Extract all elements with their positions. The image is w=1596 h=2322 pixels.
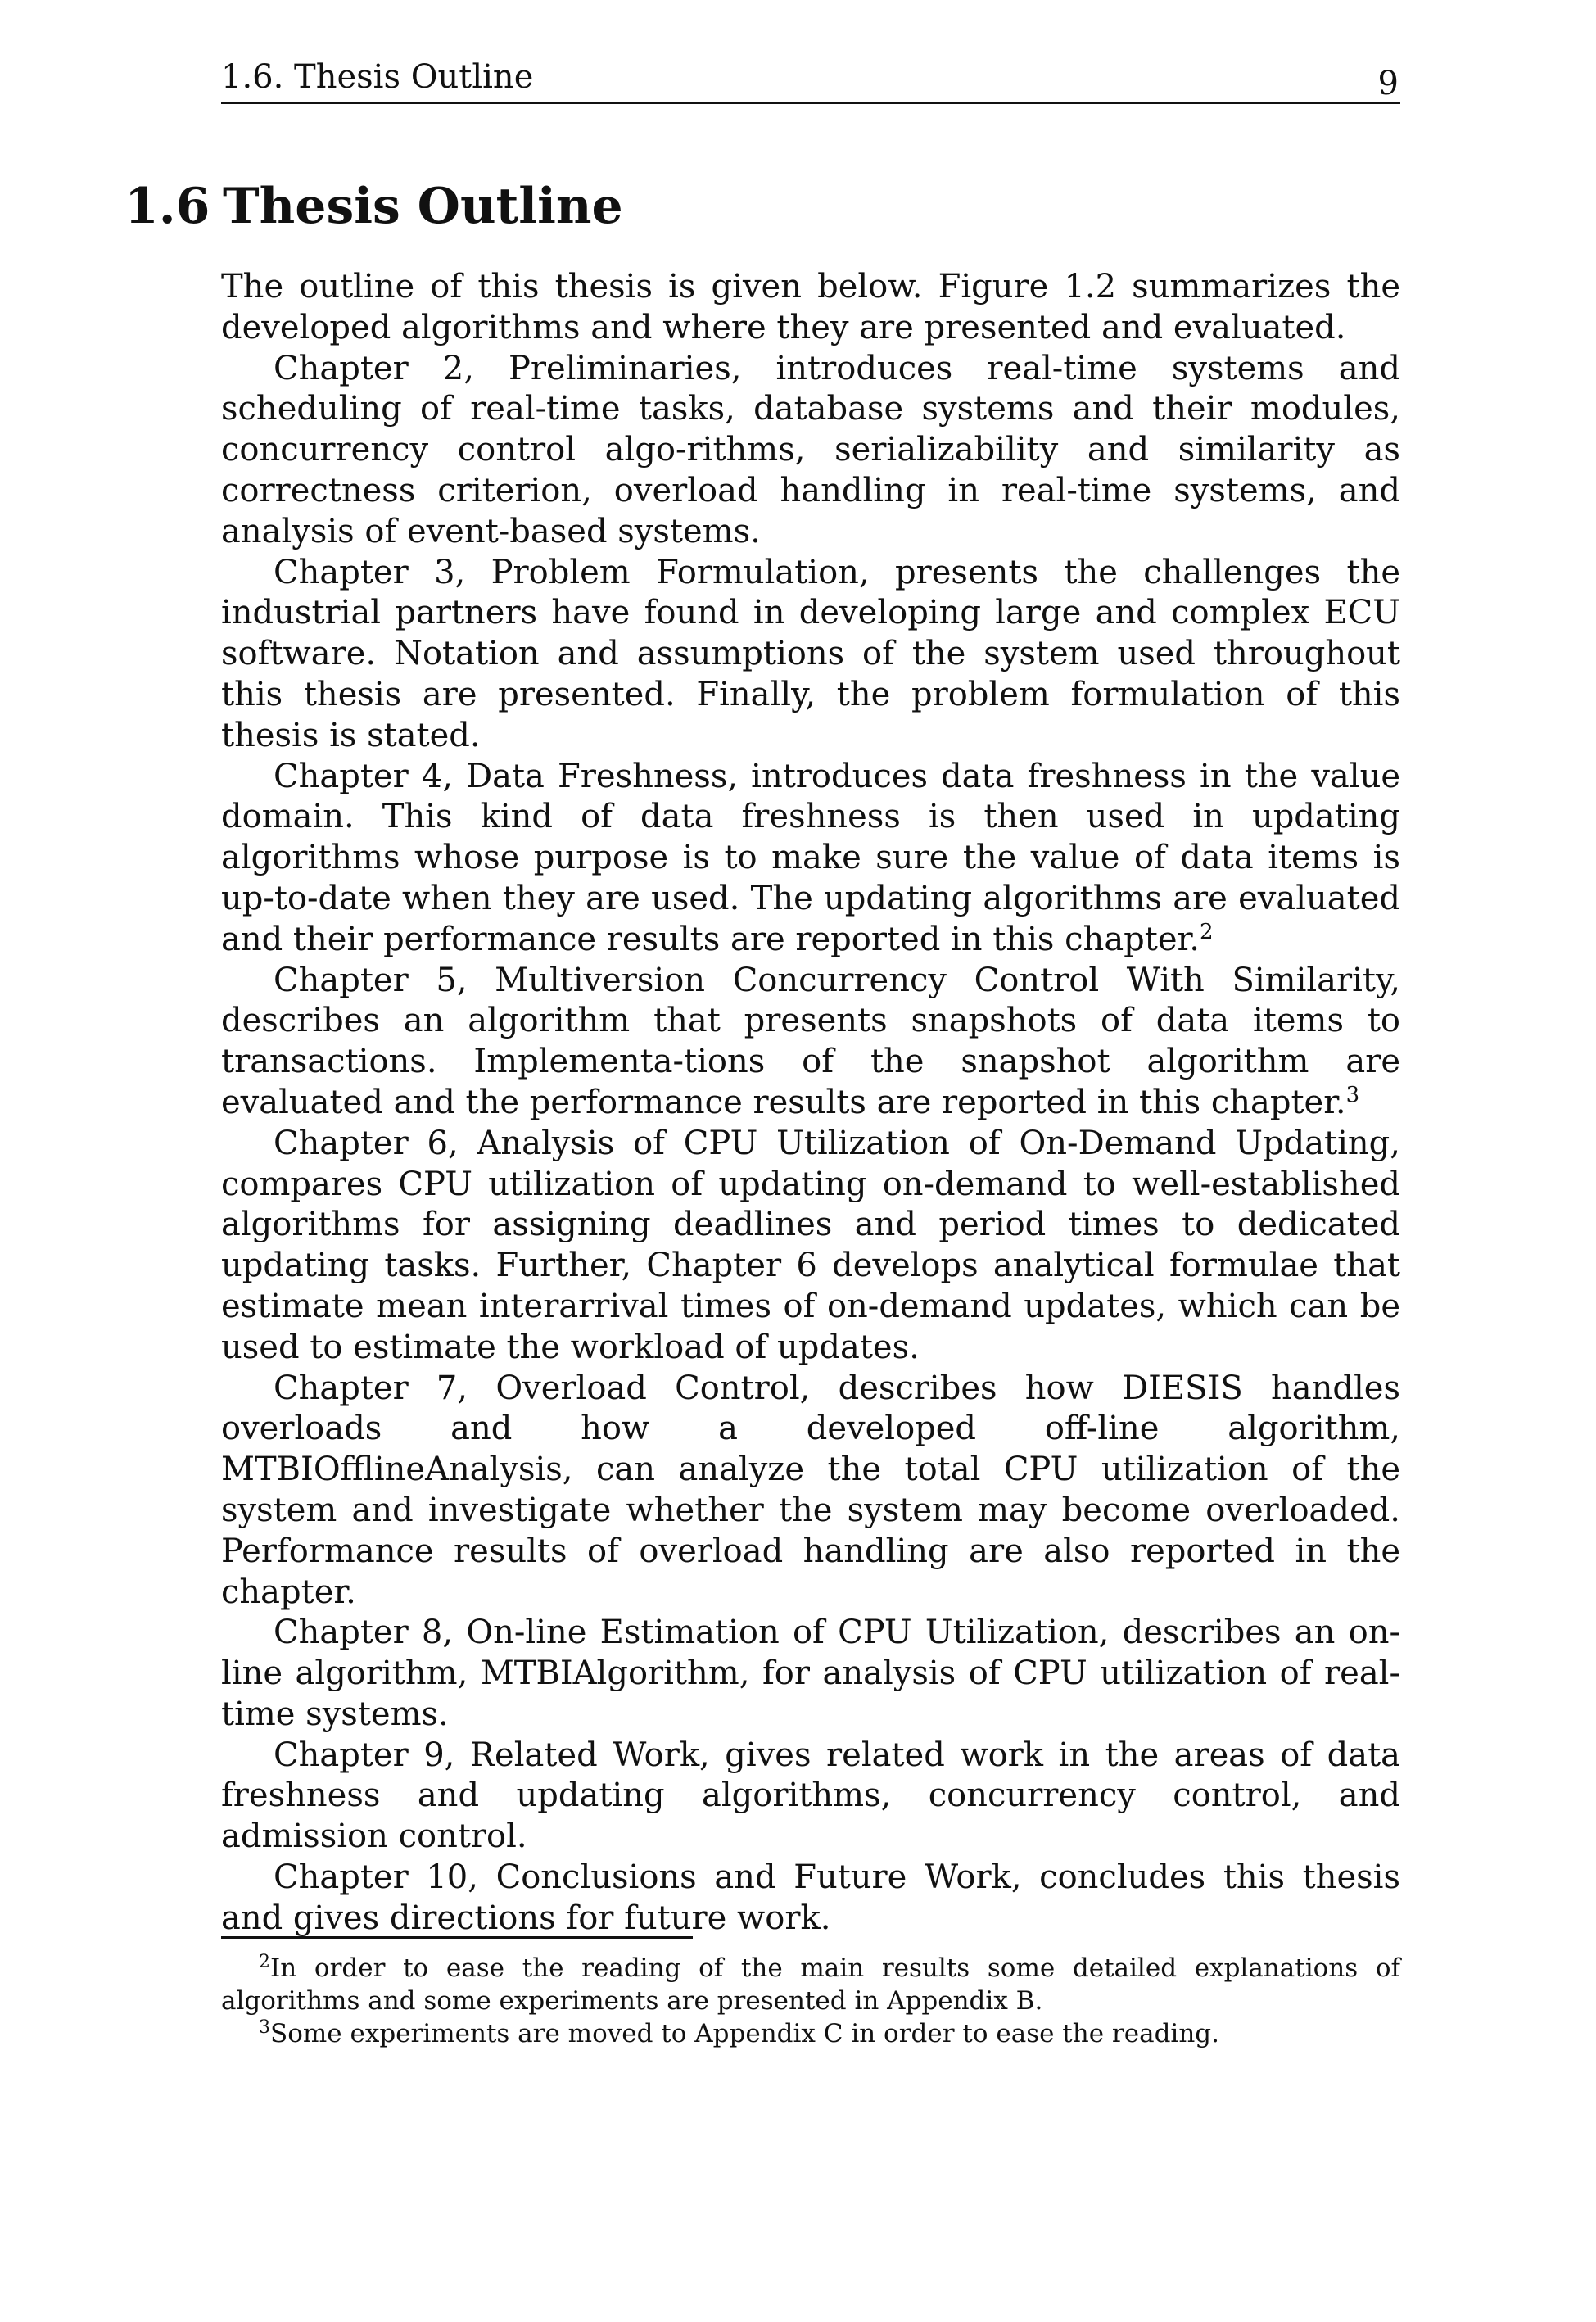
footnote-2-text: In order to ease the reading of the main results some detailed explanations of algorithms and some experiments are presented in Appendix B. bbox=[221, 1953, 1400, 2016]
footnote-mark-2: 2 bbox=[259, 1952, 270, 1972]
running-head bbox=[221, 56, 1400, 104]
paragraph-chapter-5 bbox=[221, 961, 1400, 1124]
paragraph-chapter-7: Chapter 7, Overload Control, describes how DIESIS handles overloads and how a developed off-line algorithm, MTBIOfflineAnalysis, can analyze the total CPU utilization of the system and investigate whether the system may become overloaded. Performance results of overload handling are also reported in the chapter. bbox=[221, 1369, 1400, 1611]
page-number: 9 bbox=[1377, 65, 1399, 102]
running-head-title: 1.6. Thesis Outline bbox=[221, 58, 534, 96]
paragraph-chapter-4-text: Chapter 4, Data Freshness, introduces data freshness in the value domain. This kind of data freshness is then used in updating algorithms whose purpose is to make sure the value of data items is up-to-date when they are used. The updating algorithms are evaluated and their performance results are reported in this chapter. bbox=[221, 757, 1400, 958]
paragraph-chapter-10: Chapter 10, Conclusions and Future Work, concludes this thesis and gives directions for future work. bbox=[221, 1858, 1400, 1937]
paragraph-chapter-9: Chapter 9, Related Work, gives related work in the areas of data freshness and updating algorithms, concurrency control, and admission control. bbox=[221, 1736, 1400, 1856]
footnote-3 bbox=[221, 2017, 1400, 2050]
paragraph-chapter-8: Chapter 8, On-line Estimation of CPU Utilization, describes an on-line algorithm, MTBIAlgorithm, for analysis of CPU utilization of real-time systems. bbox=[221, 1614, 1400, 1733]
footnote-3-text: Some experiments are moved to Appendix C in order to ease the reading. bbox=[270, 2019, 1220, 2048]
footnote-mark-3: 3 bbox=[259, 2017, 270, 2038]
section-heading bbox=[124, 174, 623, 239]
footnote-ref-3: 3 bbox=[1345, 1082, 1360, 1107]
paragraph-chapter-4 bbox=[221, 757, 1400, 961]
paragraph-chapter-3: Chapter 3, Problem Formulation, presents the challenges the industrial partners have found in developing large and complex ECU software. Notation and assumptions of the system used throughout this thesis are presented. Finally, the problem formulation of this thesis is stated. bbox=[221, 553, 1400, 754]
paragraph-chapter-5-text: Chapter 5, Multiversion Concurrency Control With Similarity, describes an algorithm that presents snapshots of data items to transactions. Implementa-tions of the snapshot algorithm are evaluated and the performance results are reported in this chapter. bbox=[221, 961, 1400, 1121]
section-body bbox=[221, 267, 1400, 1940]
section-number: 1.6 bbox=[124, 178, 210, 235]
paragraph-chapter-2: Chapter 2, Preliminaries, introduces real-time systems and scheduling of real-time tasks, database systems and their modules, concurrency control algo-rithms, serializability and similarity as correctness criterion, overload handling in real-time systems, and analysis of event-based systems. bbox=[221, 349, 1400, 550]
footnote-divider bbox=[221, 1936, 693, 1939]
footnote-2 bbox=[221, 1952, 1400, 2017]
paragraph-intro: The outline of this thesis is given below. Figure 1.2 summarizes the developed algorithms and where they are presented and evaluated. bbox=[221, 268, 1400, 346]
paragraph-chapter-6: Chapter 6, Analysis of CPU Utilization of On-Demand Updating, compares CPU utilization of updating on-demand to well-established algorithms for assigning deadlines and period times to dedicated updating tasks. Further, Chapter 6 develops analytical formulae that estimate mean interarrival times of on-demand updates, which can be used to estimate the workload of updates. bbox=[221, 1124, 1400, 1366]
section-title: Thesis Outline bbox=[223, 178, 623, 235]
footnote-ref-2: 2 bbox=[1199, 919, 1214, 944]
footnotes bbox=[221, 1952, 1400, 2050]
